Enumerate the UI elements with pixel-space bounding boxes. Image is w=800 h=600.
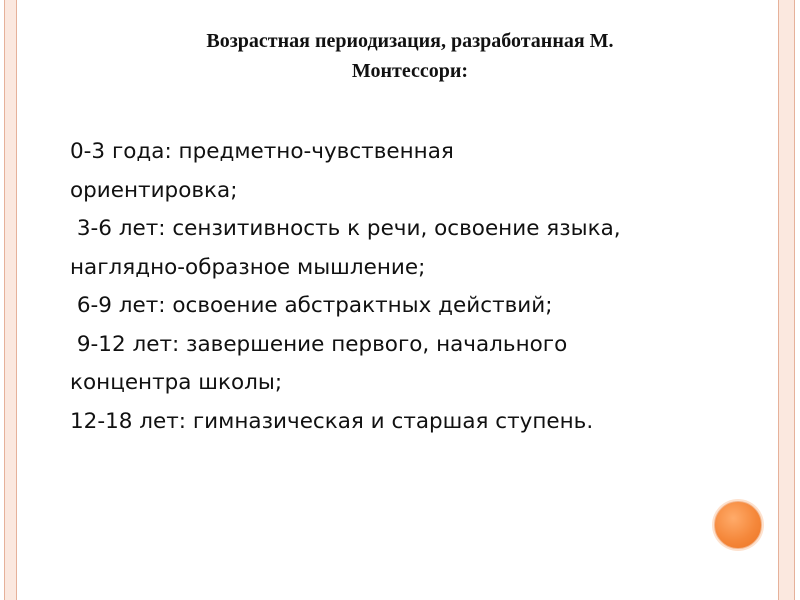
left-decorative-border bbox=[4, 0, 17, 600]
slide-title bbox=[110, 26, 710, 86]
list-line: ориентировка; bbox=[70, 177, 238, 203]
list-line: 9-12 лет: завершение первого, начального bbox=[70, 331, 568, 357]
list-line: 12-18 лет: гимназическая и старшая ступень. bbox=[70, 408, 594, 434]
list-line: наглядно-образное мышление; bbox=[70, 254, 426, 280]
list-line: концентра школы; bbox=[70, 370, 283, 395]
title-line-2: Монтессори: bbox=[351, 60, 469, 82]
list-line: 0-3 года: предметно-чувственная bbox=[70, 139, 454, 164]
decorative-circle-icon bbox=[714, 501, 762, 549]
list-line: 6-9 лет: освоение абстрактных действий; bbox=[70, 293, 553, 318]
title-line-1: Возрастная периодизация, разработанная М. bbox=[206, 30, 614, 52]
list-line: 3-6 лет: сензитивность к речи, освоение языка, bbox=[70, 216, 621, 241]
right-decorative-border bbox=[778, 0, 795, 600]
age-periods-list bbox=[70, 133, 760, 441]
